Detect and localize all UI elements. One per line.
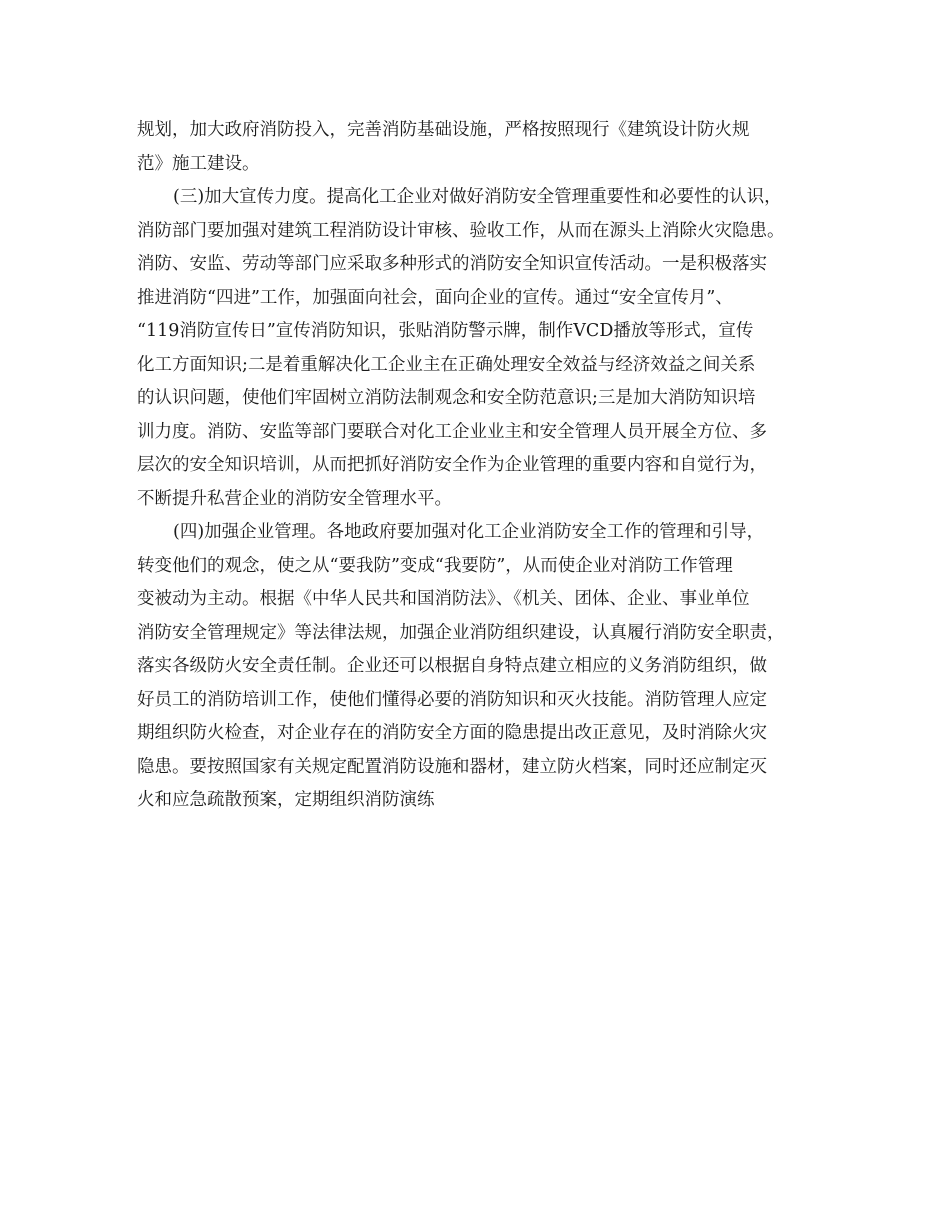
text-line: 火和应急疏散预案，定期组织消防演练	[137, 790, 435, 810]
text-line: 范》施工建设。	[137, 153, 260, 174]
text-line: 隐患。要按照国家有关规定配置消防设施和器材，建立防火档案，同时还应制定灭	[137, 756, 767, 777]
text-line: 落实各级防火安全责任制。企业还可以根据自身特点建立相应的义务消防组织，做	[137, 656, 767, 676]
text-line: 转变他们的观念，使之从“要我防”变成“我要防”，从而使企业对消防工作管理	[137, 555, 733, 576]
text-line: 化工方面知识;二是着重解决化工企业主在正确处理安全效益与经济效益之间关系	[137, 354, 756, 375]
text-line: 不断提升私营企业的消防安全管理水平。	[137, 488, 452, 509]
text-line: 层次的安全知识培训，从而把抓好消防安全作为企业管理的重要内容和自觉行为，	[137, 455, 767, 475]
paragraph-start-line: (四)加强企业管理。各地政府要加强对化工企业消防安全工作的管理和引导，	[173, 522, 765, 542]
text-line: 期组织防火检查，对企业存在的消防安全方面的隐患提出改正意见，及时消除火灾	[137, 723, 767, 743]
text-line: “119消防宣传日”宣传消防知识，张贴消防警示牌，制作VCD播放等形式，宣传	[137, 321, 754, 341]
text-line: 消防、安监、劳动等部门应采取多种形式的消防安全知识宣传活动。一是积极落实	[137, 254, 767, 274]
body-text	[137, 114, 817, 818]
text-line: 消防部门要加强对建筑工程消防设计审核、验收工作，从而在源头上消除火灾隐患。	[137, 220, 785, 241]
text-line: 训力度。消防、安监等部门要联合对化工企业业主和安全管理人员开展全方位、多	[137, 421, 767, 442]
text-line: 变被动为主动。根据《中华人民共和国消防法》、《机关、团体、企业、事业单位	[137, 589, 750, 609]
text-line: 消防安全管理规定》等法律法规，加强企业消防组织建设，认真履行消防安全职责，	[137, 622, 785, 643]
paragraph-start-line: (三)加大宣传力度。提高化工企业对做好消防安全管理重要性和必要性的认识，	[173, 187, 782, 207]
text-line: 的认识问题，使他们牢固树立消防法制观念和安全防范意识;三是加大消防知识培	[137, 388, 756, 408]
text-line: 规划，加大政府消防投入，完善消防基础设施，严格按照现行《建筑设计防火规	[137, 120, 750, 140]
text-line: 好员工的消防培训工作，使他们懂得必要的消防知识和灭火技能。消防管理人应定	[137, 689, 767, 710]
text-line: 推进消防“四进”工作，加强面向社会，面向企业的宣传。通过“安全宣传月”、	[137, 287, 733, 308]
